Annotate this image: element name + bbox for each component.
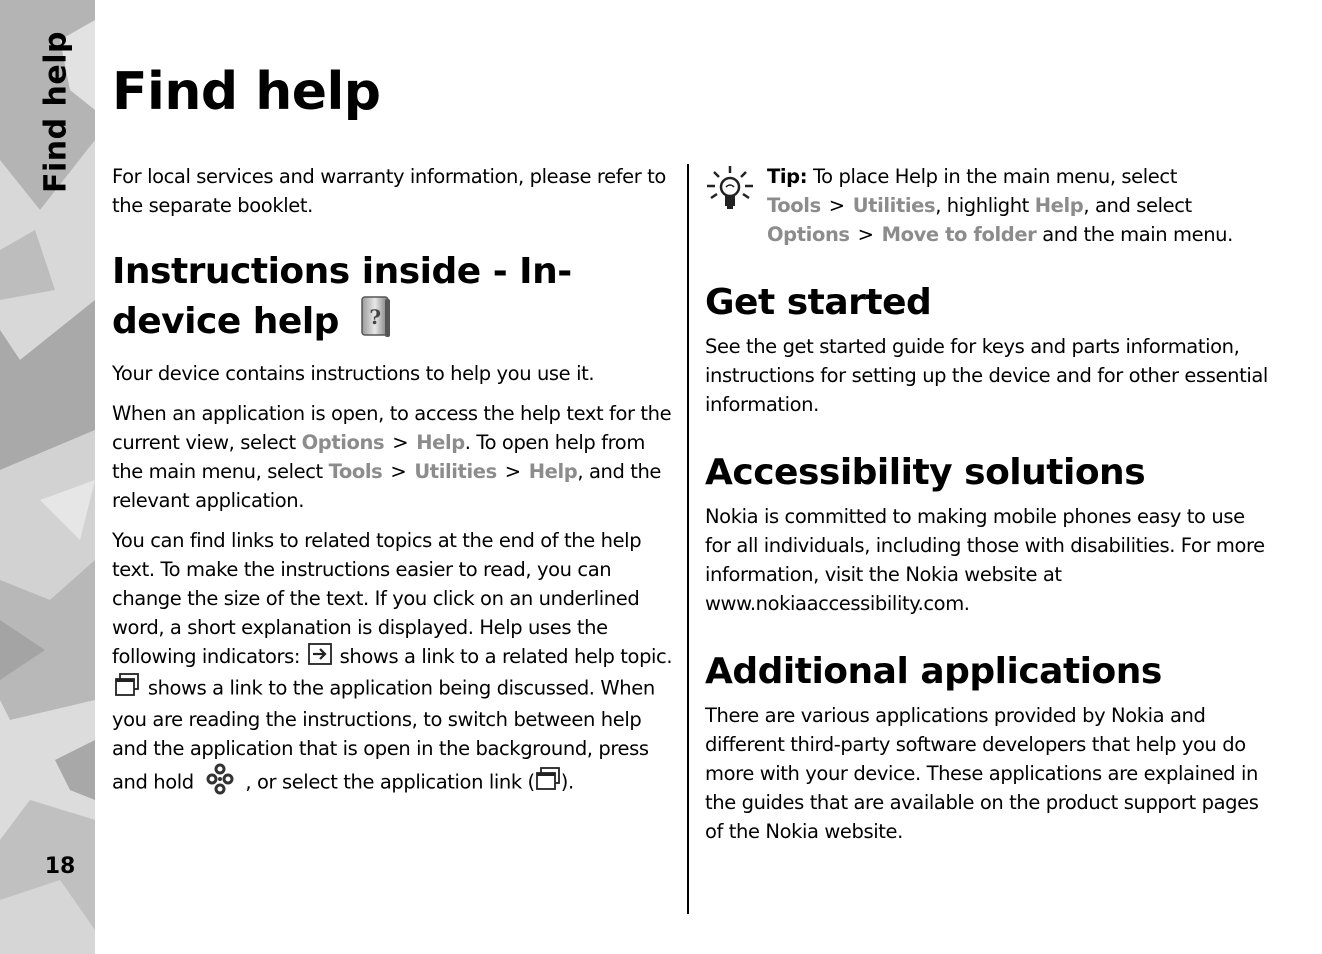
text-fragment: , and select [1083, 194, 1192, 217]
section-label: Find help [38, 30, 74, 194]
text-fragment: , and the relevant application. [112, 460, 662, 512]
tip-label: Tip: [767, 165, 808, 188]
section-heading-in-device-help [112, 248, 674, 351]
menu-tools: Tools [328, 460, 383, 483]
menu-move-to-folder: Move to folder [881, 223, 1037, 246]
menu-separator: > [828, 194, 845, 217]
lightbulb-tip-icon [705, 164, 755, 212]
sidebar [0, 0, 95, 954]
help-book-icon [359, 295, 393, 351]
paragraph-open-help [112, 399, 674, 515]
text-fragment: To place Help in the main menu, select [812, 165, 1177, 188]
text-fragment: shows a link to a related help topic. [339, 645, 673, 668]
tip-box [705, 162, 1270, 249]
menu-tools: Tools [767, 194, 821, 217]
menu-help: Help [528, 460, 578, 483]
menu-help: Help [416, 431, 465, 454]
application-link-icon [535, 767, 561, 799]
text-fragment: , or select the application link ( [245, 770, 535, 793]
section-heading-additional-applications: Additional applications [705, 651, 1162, 692]
paragraph-indicators [112, 526, 674, 803]
menu-separator: > [857, 223, 874, 246]
left-column [112, 162, 674, 814]
menu-utilities: Utilities [852, 194, 936, 217]
page-title: Find help [112, 62, 381, 122]
text-fragment: When an application is open, to access the help text for the current view, select [112, 402, 672, 454]
paragraph-device-instructions: Your device contains instructions to help you use it. [112, 362, 595, 385]
application-link-icon [114, 673, 140, 705]
text-fragment: ). [560, 770, 574, 793]
right-column [705, 162, 1270, 857]
menu-separator: > [390, 460, 407, 483]
menu-key-icon [206, 763, 234, 803]
related-link-arrow-icon [308, 643, 332, 673]
text-fragment: and the main menu. [1042, 223, 1233, 246]
text-fragment: , highlight [935, 194, 1029, 217]
menu-utilities: Utilities [414, 460, 497, 483]
paragraph-additional-applications: There are various applications provided by Nokia and different third-party software developers that help you do more with your device. These applications are explained in the guides that are available on the product support pages of the Nokia website. [705, 704, 1259, 843]
menu-options: Options [767, 223, 850, 246]
column-divider [687, 164, 689, 914]
menu-separator: > [504, 460, 521, 483]
paragraph-get-started: See the get started guide for keys and parts information, instructions for setting up the device and for other essential information. [705, 335, 1268, 416]
menu-help: Help [1034, 194, 1084, 217]
text-fragment: . To open help from the main menu, select [112, 431, 645, 483]
text-fragment: You can find links to related topics at the end of the help text. To make the instructions easier to read, you can change the size of the text. If you click on an underlined word, a short explanation is displayed. Help uses the following indicators: [112, 529, 642, 668]
heading-text: Instructions inside - In-device help [112, 251, 572, 342]
section-heading-accessibility: Accessibility solutions [705, 452, 1146, 493]
intro-paragraph: For local services and warranty information, please refer to the separate booklet. [112, 165, 666, 217]
section-heading-get-started: Get started [705, 282, 932, 323]
page-number: 18 [44, 854, 76, 879]
menu-separator: > [392, 431, 409, 454]
text-fragment: shows a link to the application being discussed. When you are reading the instructions, to switch between help and the application that is open in the background, press and hold [112, 676, 655, 793]
svg-text:?: ? [369, 305, 381, 329]
menu-options: Options [301, 431, 385, 454]
paragraph-accessibility: Nokia is committed to making mobile phones easy to use for all individuals, including those with disabilities. For more information, visit the Nokia website at www.nokiaaccessibility.com. [705, 505, 1265, 615]
